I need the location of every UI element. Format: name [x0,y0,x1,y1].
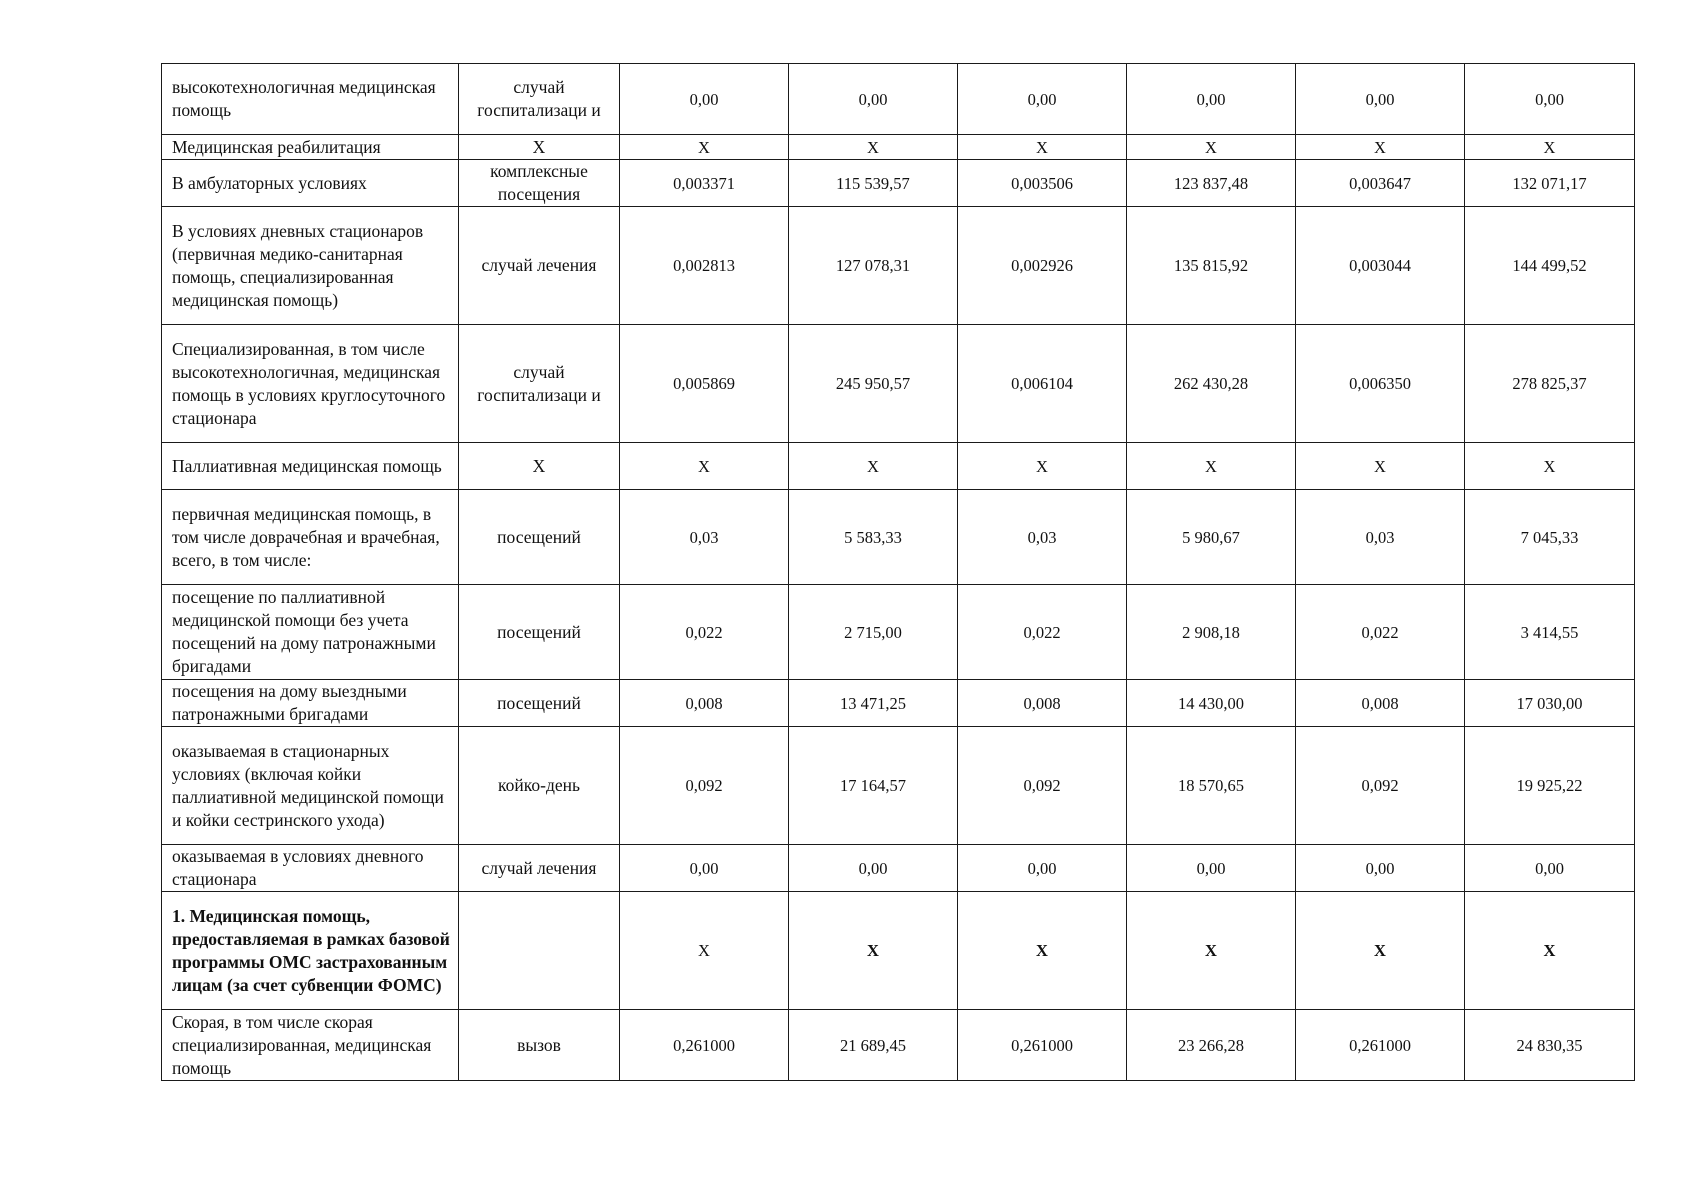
value-cell: Х [789,892,958,1010]
value-cell: 0,092 [1296,727,1465,845]
value-cell: 0,00 [620,845,789,892]
row-name: В условиях дневных стационаров (первичная медико-санитарная помощь, специализированная медицинская помощь) [162,207,459,325]
value-cell: 0,003647 [1296,160,1465,207]
value-cell: 0,006350 [1296,325,1465,443]
row-unit [459,892,620,1010]
value-cell: 123 837,48 [1127,160,1296,207]
row-unit: случай лечения [459,845,620,892]
value-cell: Х [1296,892,1465,1010]
table-row [162,325,1635,443]
row-name: Специализированная, в том числе высокотехнологичная, медицинская помощь в условиях круглосуточного стационара [162,325,459,443]
table-row [162,1010,1635,1081]
row-name: 1. Медицинская помощь, предоставляемая в рамках базовой программы ОМС застрахованным лицам (за счет субвенции ФОМС) [162,892,459,1010]
value-cell: Х [1296,443,1465,490]
row-unit: Х [459,135,620,160]
row-name: Медицинская реабилитация [162,135,459,160]
value-cell: 262 430,28 [1127,325,1296,443]
value-cell: 132 071,17 [1465,160,1635,207]
value-cell: 0,092 [620,727,789,845]
value-cell: 0,002813 [620,207,789,325]
value-cell: 0,006104 [958,325,1127,443]
value-cell: 115 539,57 [789,160,958,207]
value-cell: 0,03 [1296,490,1465,585]
row-unit: посещений [459,585,620,680]
row-name: посещение по паллиативной медицинской помощи без учета посещений на дому патронажными бригадами [162,585,459,680]
row-unit: посещений [459,680,620,727]
row-unit: случай госпитализаци и [459,64,620,135]
row-name: оказываемая в стационарных условиях (включая койки паллиативной медицинской помощи и койки сестринского ухода) [162,727,459,845]
table-row [162,207,1635,325]
value-cell: Х [620,135,789,160]
table-row [162,64,1635,135]
value-cell: Х [1127,892,1296,1010]
value-cell: 0,008 [958,680,1127,727]
value-cell: Х [1465,443,1635,490]
table-row [162,892,1635,1010]
data-table [161,63,1635,1081]
value-cell: 0,261000 [958,1010,1127,1081]
row-unit: вызов [459,1010,620,1081]
value-cell: Х [620,892,789,1010]
value-cell: 0,00 [958,845,1127,892]
value-cell: 0,00 [1296,64,1465,135]
value-cell: 17 030,00 [1465,680,1635,727]
value-cell: 0,022 [958,585,1127,680]
value-cell: 21 689,45 [789,1010,958,1081]
table-row [162,727,1635,845]
row-unit: случай лечения [459,207,620,325]
value-cell: 0,005869 [620,325,789,443]
value-cell: Х [958,443,1127,490]
value-cell: 0,003371 [620,160,789,207]
value-cell: 0,003044 [1296,207,1465,325]
table-row [162,680,1635,727]
value-cell: 2 908,18 [1127,585,1296,680]
value-cell: 135 815,92 [1127,207,1296,325]
value-cell: 24 830,35 [1465,1010,1635,1081]
value-cell: 0,008 [620,680,789,727]
value-cell: 0,00 [1296,845,1465,892]
value-cell: Х [1127,135,1296,160]
value-cell: 127 078,31 [789,207,958,325]
value-cell: 5 980,67 [1127,490,1296,585]
value-cell: 19 925,22 [1465,727,1635,845]
row-name: первичная медицинская помощь, в том числе доврачебная и врачебная, всего, в том числе: [162,490,459,585]
row-unit: Х [459,443,620,490]
value-cell: 0,261000 [620,1010,789,1081]
row-name: посещения на дому выездными патронажными бригадами [162,680,459,727]
value-cell: Х [1465,135,1635,160]
value-cell: Х [1296,135,1465,160]
value-cell: 278 825,37 [1465,325,1635,443]
table-row [162,443,1635,490]
table-row [162,160,1635,207]
value-cell: Х [789,443,958,490]
value-cell: 0,00 [1465,64,1635,135]
value-cell: Х [620,443,789,490]
value-cell: 2 715,00 [789,585,958,680]
value-cell: 5 583,33 [789,490,958,585]
value-cell: 14 430,00 [1127,680,1296,727]
value-cell: 0,002926 [958,207,1127,325]
value-cell: 245 950,57 [789,325,958,443]
value-cell: 0,00 [1127,845,1296,892]
value-cell: 0,03 [620,490,789,585]
value-cell: 0,03 [958,490,1127,585]
value-cell: 3 414,55 [1465,585,1635,680]
value-cell: Х [1465,892,1635,1010]
value-cell: 13 471,25 [789,680,958,727]
value-cell: 0,00 [958,64,1127,135]
table-row [162,845,1635,892]
value-cell: 7 045,33 [1465,490,1635,585]
value-cell: 0,022 [620,585,789,680]
row-name: В амбулаторных условиях [162,160,459,207]
value-cell: 0,003506 [958,160,1127,207]
value-cell: 23 266,28 [1127,1010,1296,1081]
value-cell: 0,00 [789,64,958,135]
row-unit: случай госпитализаци и [459,325,620,443]
row-name: Скорая, в том числе скорая специализированная, медицинская помощь [162,1010,459,1081]
value-cell: 144 499,52 [1465,207,1635,325]
value-cell: 0,092 [958,727,1127,845]
value-cell: Х [1127,443,1296,490]
value-cell: 0,261000 [1296,1010,1465,1081]
value-cell: 0,00 [1127,64,1296,135]
table-row [162,490,1635,585]
value-cell: Х [789,135,958,160]
value-cell: 17 164,57 [789,727,958,845]
value-cell: Х [958,135,1127,160]
value-cell: 0,00 [1465,845,1635,892]
table-body [162,64,1635,1081]
value-cell: 0,00 [620,64,789,135]
row-unit: комплексные посещения [459,160,620,207]
table-row [162,135,1635,160]
value-cell: 0,008 [1296,680,1465,727]
table-row [162,585,1635,680]
value-cell: 0,022 [1296,585,1465,680]
row-name: Паллиативная медицинская помощь [162,443,459,490]
value-cell: 18 570,65 [1127,727,1296,845]
row-name: высокотехнологичная медицинская помощь [162,64,459,135]
value-cell: Х [958,892,1127,1010]
row-unit: посещений [459,490,620,585]
row-name: оказываемая в условиях дневного стационара [162,845,459,892]
value-cell: 0,00 [789,845,958,892]
row-unit: койко-день [459,727,620,845]
